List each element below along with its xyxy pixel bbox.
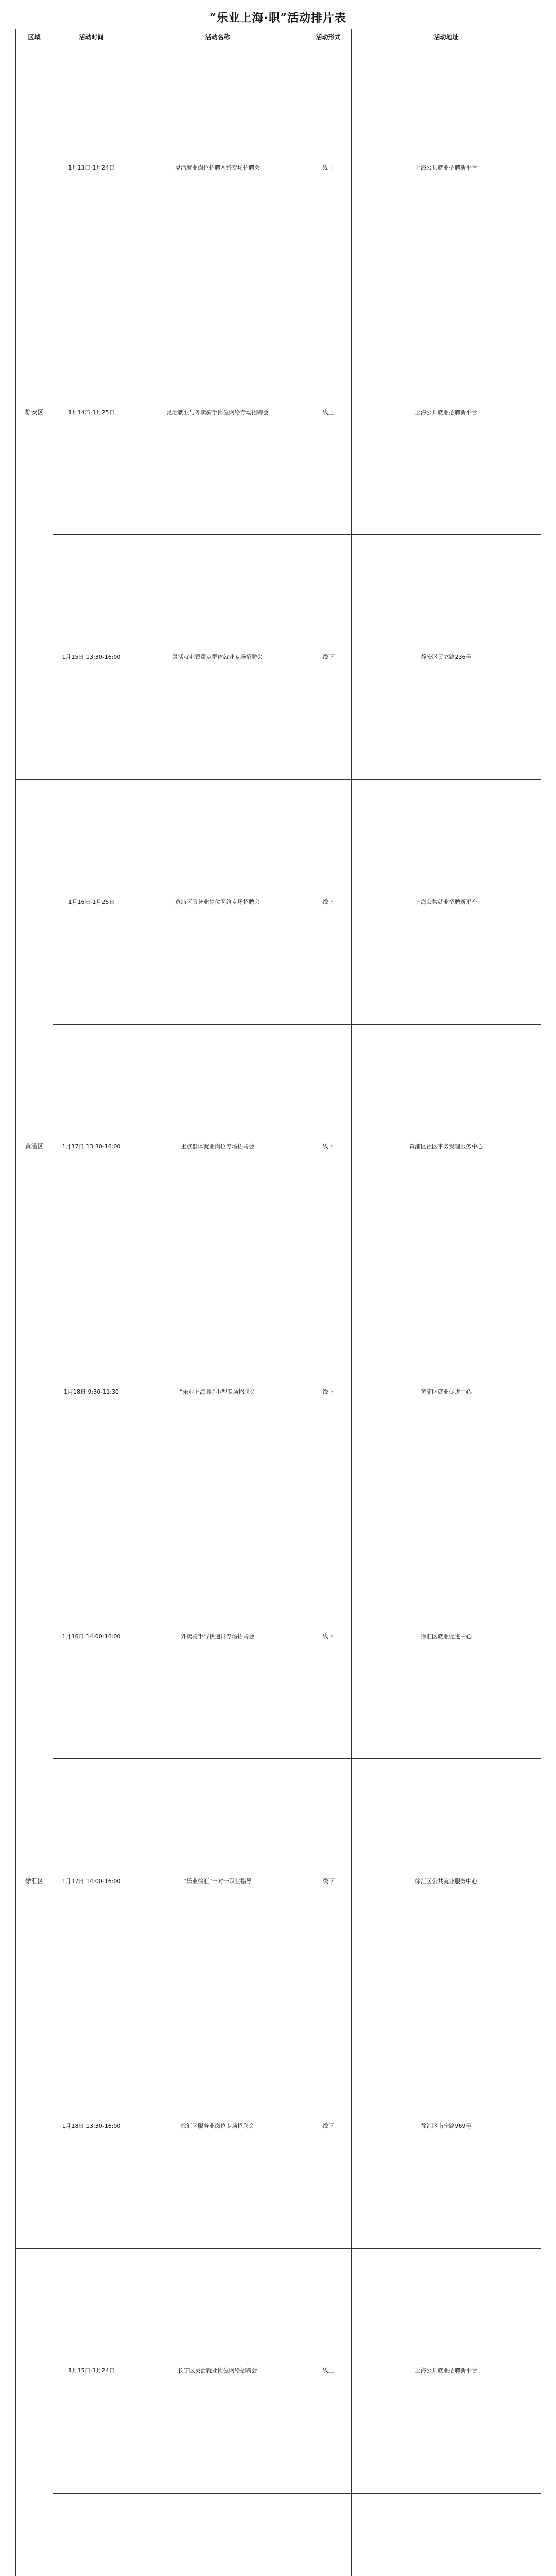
form-cell: 线上 [305,290,352,535]
district-cell: 黄浦区 [16,779,53,1514]
form-cell [305,2493,352,2576]
form-cell: 线下 [305,2004,352,2248]
activity-name-cell: 外卖骑手与快递员专场招聘会 [130,1514,305,1759]
time-cell: 1月15日 13:30-16:00 [53,535,130,779]
table-row [16,779,541,1024]
table-row [16,1024,541,1269]
activity-name-cell: 灵活就业岗位招聘网络专场招聘会 [130,45,305,290]
table-row [16,1269,541,1514]
address-cell: 上海公共就业招聘新平台 [352,2248,541,2493]
address-cell: 上海公共就业招聘新平台 [352,45,541,290]
address-cell: 徐汇区就业促进中心 [352,1514,541,1759]
district-cell: 徐汇区 [16,1514,53,2249]
table-row [16,535,541,779]
table-row [16,1514,541,1759]
time-cell: 1月17日 14:00-16:00 [53,1759,130,2004]
header-district: 区域 [16,29,53,45]
address-cell: 徐汇区公共就业服务中心 [352,1759,541,2004]
activity-name-cell [130,2493,305,2576]
form-cell: 线下 [305,1269,352,1514]
schedule-table [15,29,541,2576]
header-address: 活动地址 [352,29,541,45]
page-title: “乐业上海·职”活动排片表 [210,11,346,25]
form-cell: 线上 [305,779,352,1024]
table-row [16,2004,541,2248]
table-row [16,45,541,290]
time-cell: 1月16日 14:00-16:00 [53,1514,130,1759]
time-cell: 1月13日-1月24日 [53,45,130,290]
form-cell: 线下 [305,1514,352,1759]
time-cell: 1月17日 13:30-16:00 [53,1024,130,1269]
time-cell: 1月18日 13:30-16:00 [53,2004,130,2248]
district-cell: 静安区 [16,45,53,780]
address-cell: 静安区民立路236号 [352,535,541,779]
table-row [16,2248,541,2493]
form-cell: 线下 [305,1759,352,2004]
form-cell: 线下 [305,1024,352,1269]
table-body [16,45,541,2576]
activity-name-cell: “乐业徐汇”一对一职业指导 [130,1759,305,2004]
table-row [16,290,541,535]
address-cell: 上海公共就业招聘新平台 [352,290,541,535]
activity-name-cell: 重点群体就业岗位专场招聘会 [130,1024,305,1269]
activity-name-cell: 黄浦区服务业岗位网络专场招聘会 [130,779,305,1024]
table-header-row [16,29,541,45]
address-cell: 徐汇区南宁路969号 [352,2004,541,2248]
activity-name-cell: 长宁区灵活就业岗位网络招聘会 [130,2248,305,2493]
time-cell: 1月15日-1月24日 [53,2248,130,2493]
activity-name-cell: “乐业上海·职”小型专场招聘会 [130,1269,305,1514]
address-cell: 黄浦区就业促进中心 [352,1269,541,1514]
table-row [16,1759,541,2004]
form-cell: 线上 [305,2248,352,2493]
form-cell: 线上 [305,45,352,290]
address-cell [352,2493,541,2576]
activity-name-cell: 灵活就业与外卖骑手岗位网络专场招聘会 [130,290,305,535]
header-name: 活动名称 [130,29,305,45]
time-cell: 1月16日-1月25日 [53,779,130,1024]
form-cell: 线下 [305,535,352,779]
time-cell [53,2493,130,2576]
table-row [16,2493,541,2576]
header-time: 活动时间 [53,29,130,45]
time-cell: 1月18日 9:30-11:30 [53,1269,130,1514]
activity-name-cell: 徐汇区服务业岗位专场招聘会 [130,2004,305,2248]
address-cell: 上海公共就业招聘新平台 [352,779,541,1024]
address-cell: 黄浦区社区事务受理服务中心 [352,1024,541,1269]
time-cell: 1月14日-1月25日 [53,290,130,535]
district-cell [16,2248,53,2576]
activity-name-cell: 灵活就业暨重点群体就业专场招聘会 [130,535,305,779]
header-form: 活动形式 [305,29,352,45]
